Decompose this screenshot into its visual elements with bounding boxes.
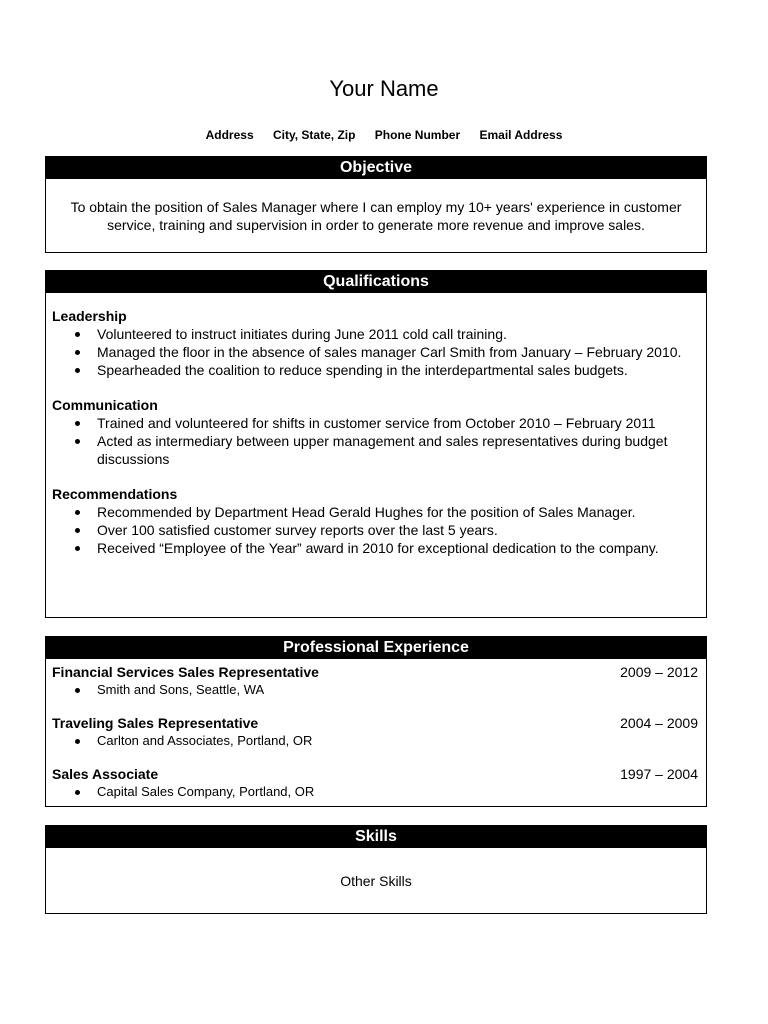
list-item: Volunteered to instruct initiates during June 2011 cold call training. [52,325,698,343]
qualification-group-leadership [52,307,698,379]
contact-address: Address [205,128,254,142]
list-item: Spearheaded the coalition to reduce spending in the interdepartmental sales budgets. [52,361,698,379]
objective-header: Objective [46,157,706,179]
qualification-group-communication [52,396,698,468]
list-item: Received “Employee of the Year” award in 2010 for exceptional dedication to the company. [52,539,698,557]
bullet-list [52,414,698,468]
job-entry [52,663,698,698]
job-company: Smith and Sons, Seattle, WA [52,681,698,698]
group-title: Leadership [52,308,127,324]
job-title: Sales Associate [52,766,159,782]
bullet-list [52,325,698,379]
job-title: Traveling Sales Representative [52,715,259,731]
group-title: Communication [52,397,158,413]
job-dates: 2009 – 2012 [620,664,698,680]
resume-name: Your Name [329,76,439,101]
list-item: Over 100 satisfied customer survey reports over the last 5 years. [52,521,698,539]
list-item: Managed the floor in the absence of sales manager Carl Smith from January – February 2010. [52,343,698,361]
qualification-group-recommendations [52,485,698,557]
contact-phone: Phone Number [374,128,461,142]
job-title: Financial Services Sales Representative [52,664,319,680]
objective-text: To obtain the position of Sales Manager where I can employ my 10+ years' experience in customer service, training and supervision in order to generate more revenue and improve sales. [70,199,682,233]
job-dates: 2004 – 2009 [620,715,698,731]
list-item: Recommended by Department Head Gerald Hughes for the position of Sales Manager. [52,503,698,521]
job-company: Carlton and Associates, Portland, OR [52,732,698,749]
qualifications-section [45,270,707,618]
group-title: Recommendations [52,486,178,502]
list-item: Trained and volunteered for shifts in customer service from October 2010 – February 2011 [52,414,698,432]
contact-line [0,128,768,142]
bullet-list [52,503,698,557]
job-entry [52,765,698,800]
contact-email: Email Address [479,128,563,142]
contact-city-state-zip: City, State, Zip [272,128,356,142]
experience-header: Professional Experience [46,637,706,659]
list-item: Acted as intermediary between upper management and sales representatives during budget discussions [52,432,698,468]
skills-header: Skills [46,826,706,848]
job-entry [52,714,698,749]
job-company: Capital Sales Company, Portland, OR [52,783,698,800]
experience-section [45,636,707,807]
objective-section [45,156,707,253]
skills-section [45,825,707,914]
qualifications-header: Qualifications [46,271,706,293]
job-dates: 1997 – 2004 [620,766,698,782]
skills-text: Other Skills [340,873,412,889]
